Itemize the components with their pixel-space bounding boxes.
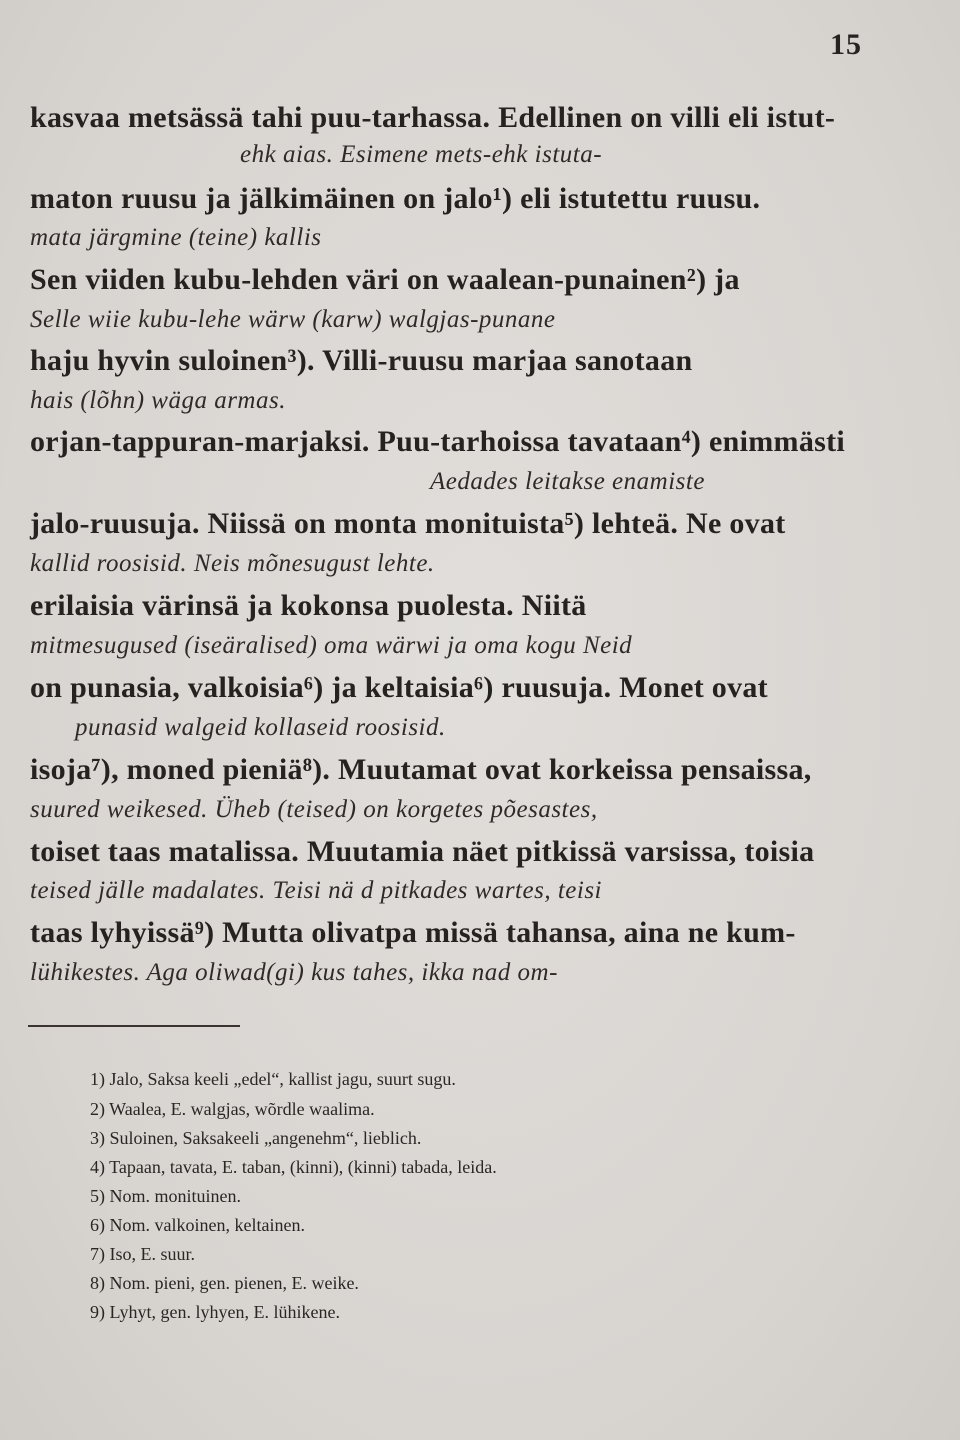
text-line-finnish: haju hyvin suloinen³). Villi-ruusu marjaa sanotaan <box>30 344 693 377</box>
text-line-finnish: Sen viiden kubu-lehden väri on waalean-punainen²) ja <box>30 263 740 296</box>
footnote-separator <box>28 1025 240 1027</box>
text-line-finnish: orjan-tappuran-marjaksi. Puu-tarhoissa tavataan⁴) enimmästi <box>30 425 846 458</box>
text-line-estonian: teised jälle madalates. Teisi nä d pitkades wartes, teisi <box>30 877 602 904</box>
text-line-finnish: taas lyhyissä⁹) Mutta olivatpa missä tahansa, aina ne kum- <box>30 916 796 949</box>
text-line-estonian: ehk aias. Esimene mets-ehk istuta- <box>240 141 603 168</box>
footnote: 9) Lyhyt, gen. lyhyen, E. lühikene. <box>90 1302 340 1322</box>
text-line-estonian: Selle wiie kubu-lehe wärw (karw) walgjas-punane <box>30 306 556 333</box>
footnote: 7) Iso, E. suur. <box>90 1244 195 1264</box>
text-line-estonian: mata järgmine (teine) kallis <box>30 224 322 251</box>
text-line-finnish: toiset taas matalissa. Muutamia näet pitkissä varsissa, toisia <box>30 835 815 868</box>
text-line-estonian: kallid roosisid. Neis mõnesugust lehte. <box>30 550 435 577</box>
footnote: 8) Nom. pieni, gen. pienen, E. weike. <box>90 1273 359 1293</box>
footnote: 2) Waalea, E. walgjas, wõrdle waalima. <box>90 1099 375 1119</box>
text-line-estonian: Aedades leitakse enamiste <box>430 468 705 495</box>
text-line-estonian: punasid walgeid kollaseid roosisid. <box>75 714 446 741</box>
text-line-finnish: jalo-ruusuja. Niissä on monta monituista⁵) lehteä. Ne ovat <box>30 507 786 540</box>
text-line-finnish: erilaisia värinsä ja kokonsa puolesta. Niitä <box>30 589 587 622</box>
footnote: 5) Nom. monituinen. <box>90 1186 241 1206</box>
text-line-estonian: hais (lõhn) wäga armas. <box>30 387 286 414</box>
footnote: 6) Nom. valkoinen, keltainen. <box>90 1215 305 1235</box>
page-number: 15 <box>830 28 862 61</box>
footnote: 1) Jalo, Saksa keeli „edel“, kallist jagu, suurt sugu. <box>90 1069 456 1089</box>
text-line-finnish: isoja⁷), moned pieniä⁸). Muutamat ovat korkeissa pensaissa, <box>30 753 812 786</box>
text-line-estonian: lühikestes. Aga oliwad(gi) kus tahes, ikka nad om- <box>30 959 558 986</box>
footnote: 3) Suloinen, Saksakeeli „angenehm“, lieblich. <box>90 1128 422 1148</box>
text-line-finnish: maton ruusu ja jälkimäinen on jalo¹) eli istutettu ruusu. <box>30 182 761 215</box>
footnote: 4) Tapaan, tavata, E. taban, (kinni), (kinni) tabada, leida. <box>90 1157 497 1177</box>
text-line-estonian: mitmesugused (iseäralised) oma wärwi ja oma kogu Neid <box>30 632 633 659</box>
text-line-estonian: suured weikesed. Üheb (teised) on korgetes põesastes, <box>30 796 598 823</box>
text-line-finnish: on punasia, valkoisia⁶) ja keltaisia⁶) ruusuja. Monet ovat <box>30 671 768 704</box>
text-line-finnish: kasvaa metsässä tahi puu-tarhassa. Edellinen on villi eli istut- <box>30 101 836 134</box>
